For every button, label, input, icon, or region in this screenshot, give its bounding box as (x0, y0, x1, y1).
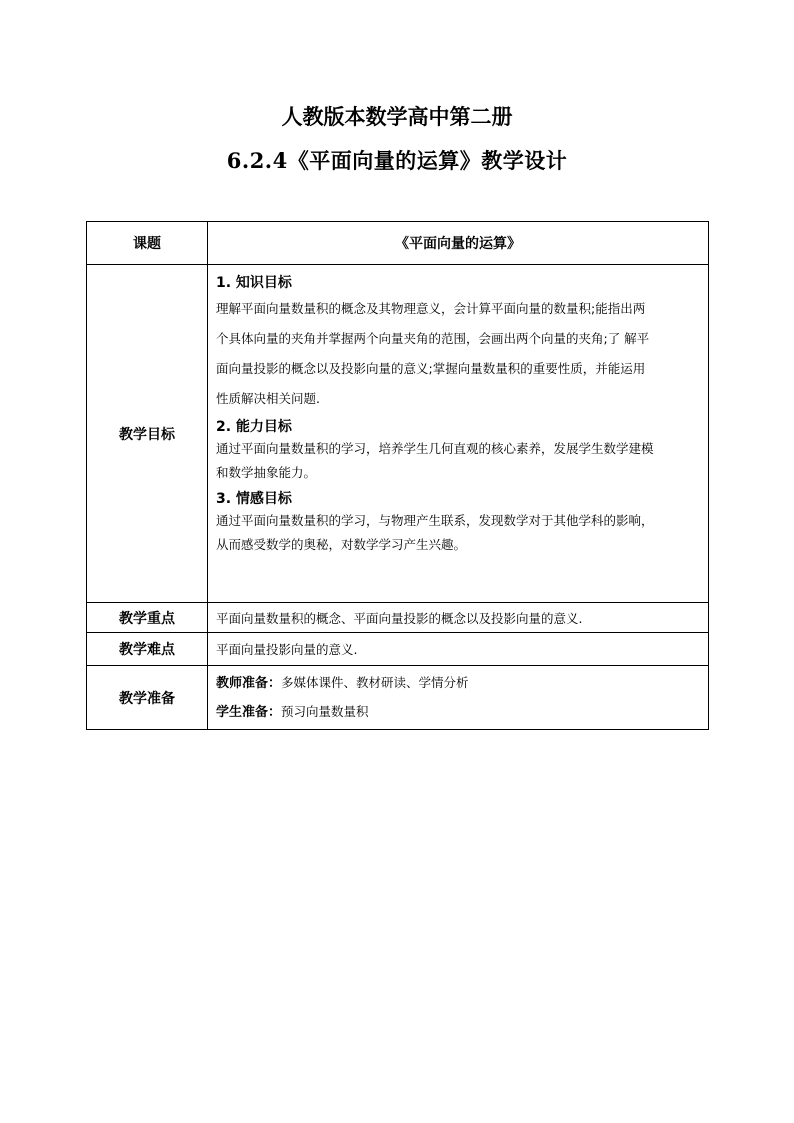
student-preparation (216, 698, 702, 727)
table-row-topic (87, 222, 709, 265)
topic-value: 《平面向量的运算》 (208, 222, 709, 265)
difficulties-label: 教学难点 (87, 633, 208, 666)
knowledge-line-4: 性质解决相关问题. (216, 391, 320, 406)
knowledge-line-2: 个具体向量的夹角并掌握两个向量夹角的范围，会画出两个向量的夹角;了 解平 (216, 331, 650, 346)
topic-label: 课题 (87, 222, 208, 265)
table-row-key-points (87, 603, 709, 633)
emotion-heading: 3. 情感目标 (216, 491, 292, 507)
preparation-content (208, 666, 709, 730)
student-preparation-label: 学生准备： (216, 704, 282, 720)
objectives-content (208, 265, 709, 603)
teacher-preparation-label: 教师准备： (216, 675, 282, 691)
knowledge-heading: 1. 知识目标 (216, 275, 292, 291)
ability-line-1: 通过平面向量数量积的学习，培养学生几何直观的核心素养，发展学生数学建模 (216, 441, 654, 456)
difficulties-value: 平面向量投影向量的意义. (208, 633, 709, 666)
table-row-preparation (87, 666, 709, 730)
key-points-value: 平面向量数量积的概念、平面向量投影的概念以及投影向量的意义. (208, 603, 709, 633)
teacher-preparation (216, 669, 702, 698)
knowledge-line-1: 理解平面向量数量积的概念及其物理意义，会计算平面向量的数量积;能指出两 (216, 301, 646, 316)
key-points-label: 教学重点 (87, 603, 208, 633)
student-preparation-value: 预习向量数量积 (281, 703, 369, 719)
document-title-line2: 6.2.4《平面向量的运算》教学设计 (226, 148, 568, 173)
document-title-line1: 人教版本数学高中第二册 (281, 104, 513, 129)
knowledge-line-3: 面向量投影的概念以及投影向量的意义;掌握向量数量积的重要性质，并能运用 (216, 361, 646, 376)
emotion-line-1: 通过平面向量数量积的学习，与物理产生联系，发现数学对于其他学科的影响， (216, 513, 654, 528)
emotion-line-2: 从而感受数学的奥秘，对数学学习产生兴趣。 (216, 537, 467, 552)
teacher-preparation-value: 多媒体课件、教材研读、学情分析 (281, 674, 469, 690)
table-row-difficulties (87, 633, 709, 666)
objectives-label: 教学目标 (87, 265, 208, 603)
lesson-plan-table (86, 221, 709, 730)
table-row-objectives (87, 265, 709, 603)
ability-line-2: 和数学抽象能力。 (216, 465, 317, 480)
preparation-label: 教学准备 (87, 666, 208, 730)
ability-heading: 2. 能力目标 (216, 419, 292, 435)
